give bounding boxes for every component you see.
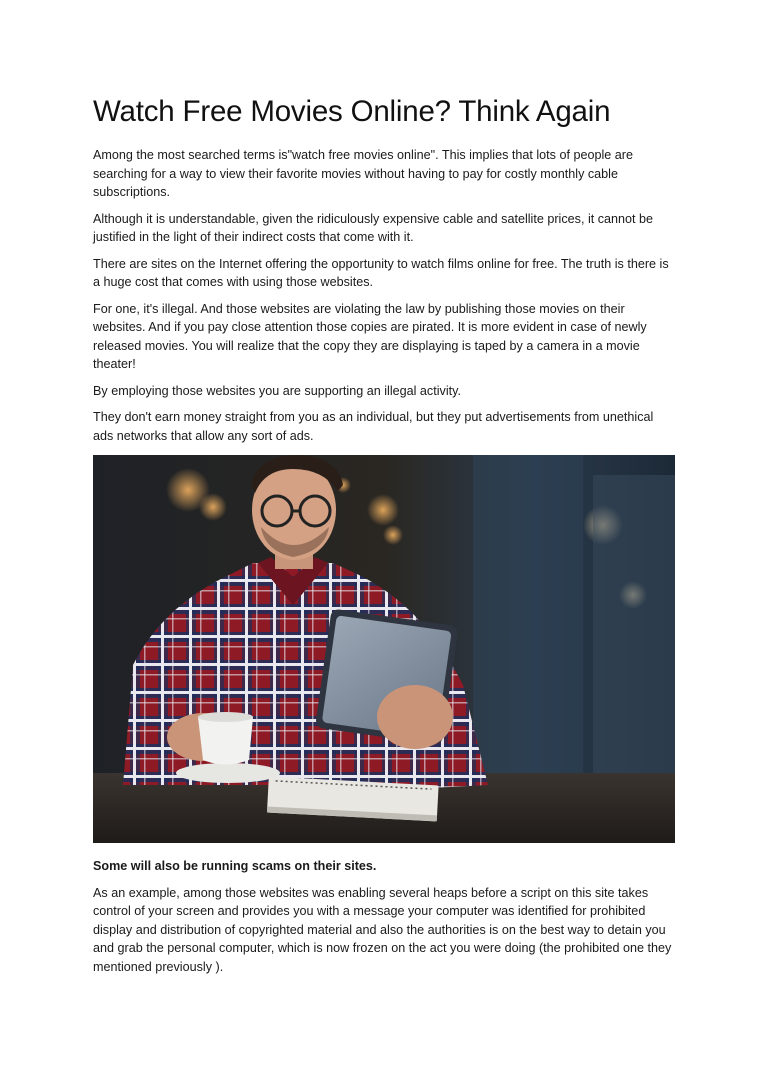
page-title: Watch Free Movies Online? Think Again [93,95,611,128]
paragraph-6: They don't earn money straight from you as an individual, but they put advertisements from unethical ads networks that allow any sort of ads. [93,410,654,443]
subheading: Some will also be running scams on their sites. [93,859,377,873]
document-page [93,92,677,984]
paragraph-3: There are sites on the Internet offering the opportunity to watch films online for free. The truth is there is a huge cost that comes with using those websites. [93,256,669,289]
paragraph-5: By employing those websites you are supporting an illegal activity. [93,383,461,398]
final-paragraph: As an example, among those websites was enabling several heaps before a script on this site takes control of your screen and provides you with a message your computer was identified for prohibited display and distribution of copyrighted material and also the authorities is on the best way to detain you and grab the personal computer, which is now frozen on the act you were doing (the prohibited one they mentioned previously ). [93,885,672,974]
paragraph-4: For one, it's illegal. And those websites are violating the law by publishing those movies on their websites. And if you pay close attention those copies are pirated. It is more evident in case of newly released movies. You will realize that the copy they are displaying is taped by a camera in a movie theater! [93,301,647,371]
paragraph-1: Among the most searched terms is"watch free movies online". This implies that lots of people are searching for a way to view their favorite movies without having to pay for costly monthly cable subscriptions. [93,148,633,199]
paragraph-2: Although it is understandable, given the ridiculously expensive cable and satellite prices, it cannot be justified in the light of their indirect costs that come with it. [93,211,654,244]
man-with-tablet-photo [93,455,675,843]
